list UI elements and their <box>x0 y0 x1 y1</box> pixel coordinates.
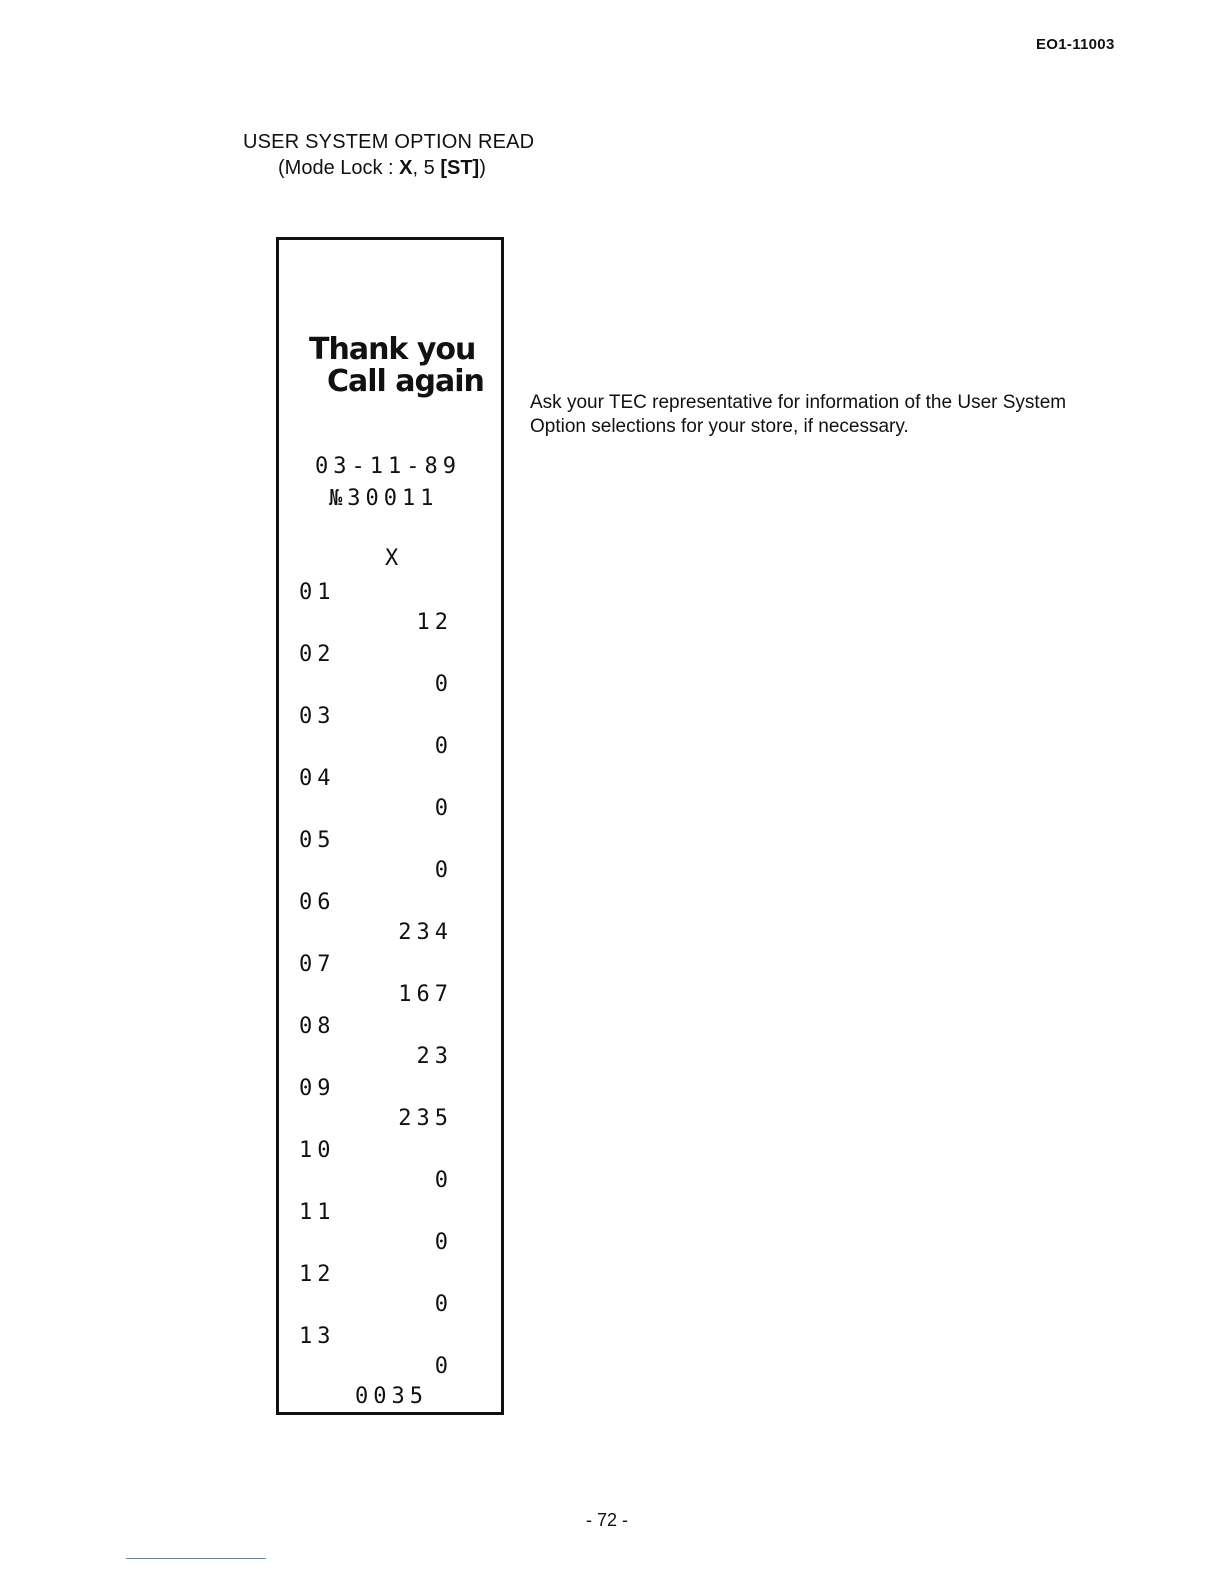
option-row-value: 235 <box>398 1106 453 1131</box>
option-row-label: 04 <box>299 766 336 791</box>
option-row-label: 11 <box>299 1200 336 1225</box>
option-row-label: 05 <box>299 828 336 853</box>
mode-lock-line <box>278 157 486 180</box>
receipt-mode: X <box>385 546 404 571</box>
option-row-label: 07 <box>299 952 336 977</box>
option-row-value: 23 <box>416 1044 453 1069</box>
page-number: - 72 - <box>586 1510 629 1530</box>
logo-line-2: Call again <box>327 364 484 399</box>
receipt-date: 03-11-89 <box>315 454 461 479</box>
option-row-value: 0 <box>434 1292 453 1317</box>
option-row-value: 0 <box>434 1354 453 1379</box>
mode-key-x: X <box>399 157 413 179</box>
option-row-label: 06 <box>299 890 336 915</box>
note-text: Ask your TEC representative for information of the User System Option selections for your store, if necessary. <box>530 392 1067 437</box>
option-row-value: 0 <box>434 734 453 759</box>
option-row-label: 02 <box>299 642 336 667</box>
mode-mid: , 5 <box>412 157 441 179</box>
option-row-label: 13 <box>299 1324 336 1349</box>
receipt-consecutive-number: 0035 <box>355 1384 428 1409</box>
option-row-value: 0 <box>434 672 453 697</box>
option-row-label: 08 <box>299 1014 336 1039</box>
option-row-label: 12 <box>299 1262 336 1287</box>
document-code: EO1-11003 <box>1036 36 1115 53</box>
option-row-label: 03 <box>299 704 336 729</box>
option-row-value: 234 <box>398 920 453 945</box>
option-row-label: 01 <box>299 580 336 605</box>
mode-prefix: (Mode Lock : <box>278 157 400 179</box>
option-row-value: 0 <box>434 1168 453 1193</box>
footer-rule <box>126 1558 266 1559</box>
option-row-label: 10 <box>299 1138 336 1163</box>
option-row-value: 12 <box>416 610 453 635</box>
mode-suffix: ) <box>479 157 486 179</box>
mode-key-st: [ST] <box>440 157 480 179</box>
receipt-terminal-number: №30011 <box>329 486 439 511</box>
option-row-value: 167 <box>398 982 453 1007</box>
option-row-value: 0 <box>434 858 453 883</box>
option-row-label: 09 <box>299 1076 336 1101</box>
logo-line-1: Thank you <box>309 332 476 367</box>
option-row-value: 0 <box>434 796 453 821</box>
receipt-printout <box>276 237 504 1415</box>
receipt-logo <box>309 334 484 398</box>
option-row-value: 0 <box>434 1230 453 1255</box>
section-title: USER SYSTEM OPTION READ <box>243 131 535 153</box>
